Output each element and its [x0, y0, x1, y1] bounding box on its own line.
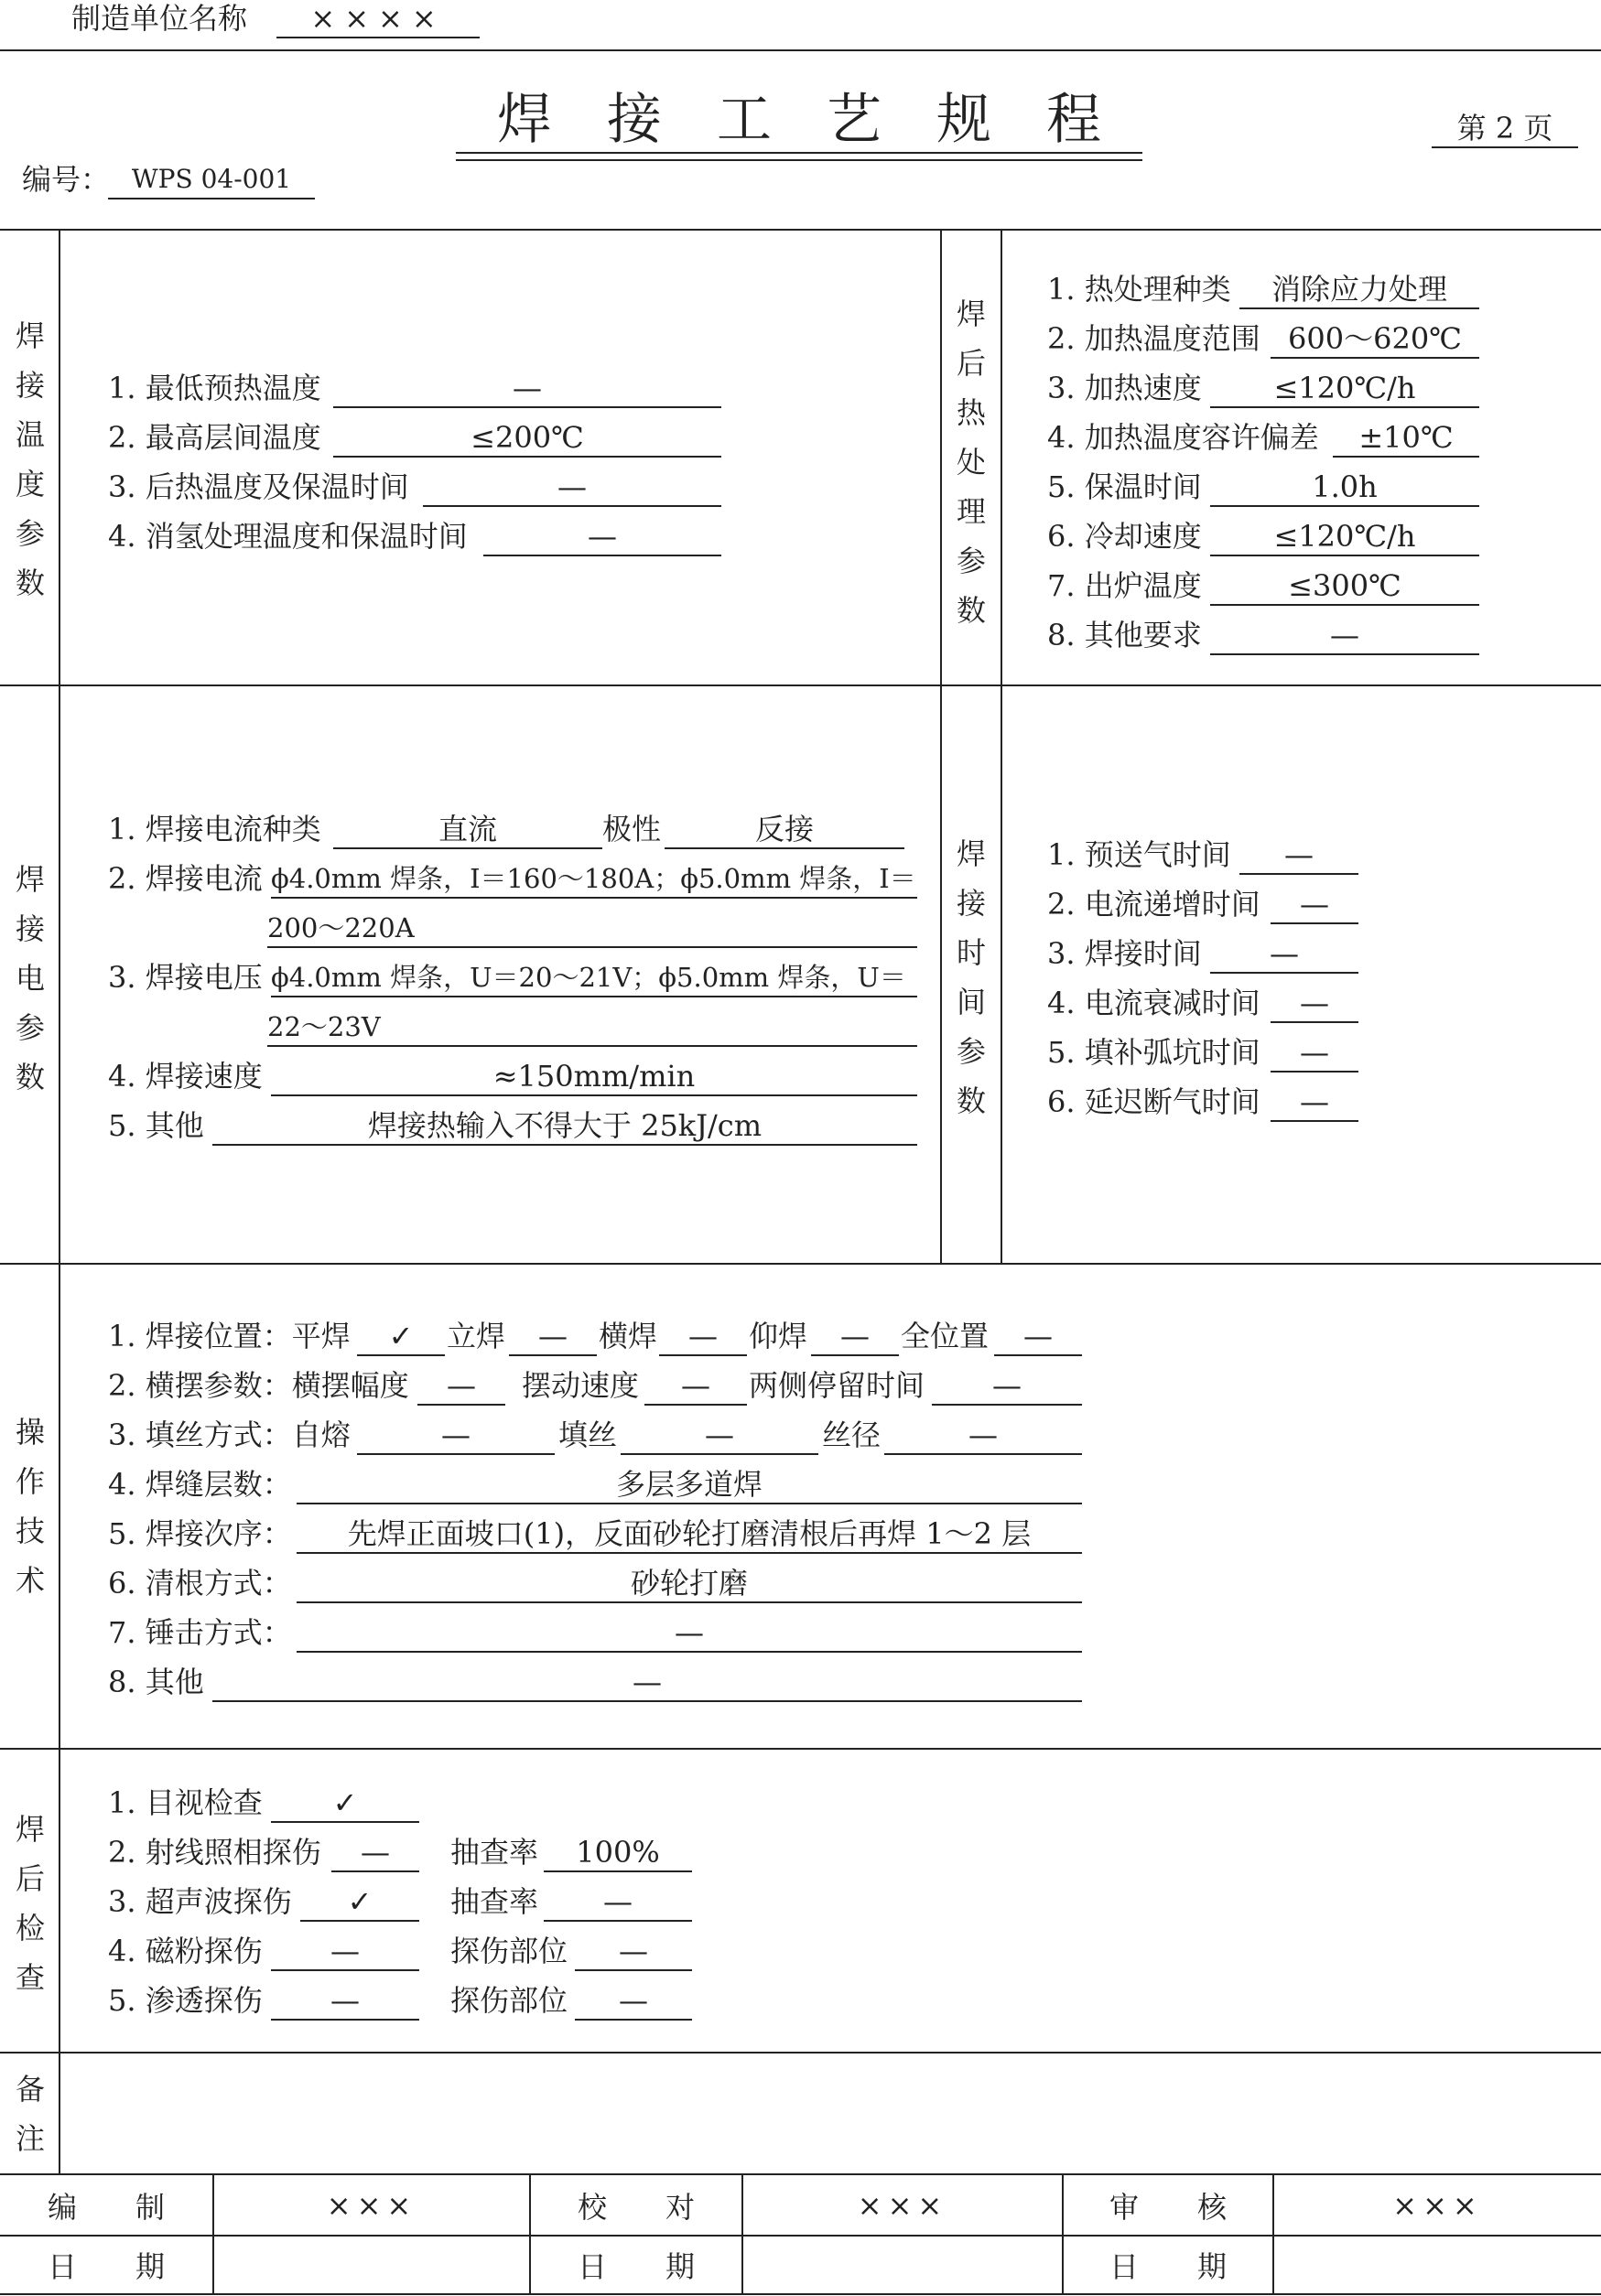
pwht-item-1-value: 消除应力处理 — [1239, 271, 1479, 309]
backgouge-label: 6. 清根方式： — [108, 1566, 292, 1601]
section-label-inspection: 焊 后 检 查 — [15, 1812, 45, 1995]
table-bottom-rule — [0, 2293, 1601, 2295]
section-label-pwht: 焊 后 热 处 理 参 数 — [956, 296, 986, 628]
approved-value: ××× — [1392, 2187, 1483, 2223]
pwht-item-1-label: 1. 热处理种类 — [1047, 272, 1231, 307]
prepared-date-value[interactable] — [214, 2237, 529, 2293]
pwht-item-4-value: ±10℃ — [1333, 419, 1479, 458]
timing-item-6-label: 6. 延迟断气时间 — [1047, 1084, 1260, 1119]
header-rule — [0, 49, 1601, 51]
current-type-label: 1. 焊接电流种类 — [108, 812, 321, 846]
timing-item-1-value: — — [1239, 836, 1358, 875]
pwht-item-5-label: 5. 保温时间 — [1047, 469, 1202, 504]
sequence-label: 5. 焊接次序： — [108, 1516, 292, 1551]
position-horizontal-value: — — [659, 1318, 747, 1356]
peening-value: — — [297, 1614, 1082, 1653]
checked-date-label: 日 期 — [577, 2249, 695, 2284]
weave-dwell-value: — — [932, 1367, 1082, 1406]
weave-dwell-label: 两侧停留时间 — [749, 1368, 925, 1403]
peening-label: 7. 锤击方式： — [108, 1615, 292, 1650]
mt-value: — — [271, 1933, 419, 1971]
mid-column-rule-a — [940, 229, 942, 1264]
table-top-rule — [0, 229, 1601, 231]
company-label: 制造单位名称 — [71, 1, 248, 36]
temp-item-3-label: 3. 后热温度及保温时间 — [108, 469, 409, 504]
mt-location-value: — — [575, 1933, 692, 1971]
voltage-line-2: 22～23V — [267, 1008, 917, 1047]
mid-column-rule-b — [1001, 229, 1002, 1264]
pt-location-label: 探伤部位 — [450, 1983, 568, 2018]
polarity-label: 极性 — [602, 812, 662, 846]
ut-rate-value: — — [544, 1883, 692, 1922]
prepared-label: 编 制 — [47, 2189, 165, 2225]
position-all-label: 全位置 — [901, 1319, 990, 1353]
pwht-item-5-value: 1.0h — [1210, 469, 1479, 507]
technique-other-label: 8. 其他 — [108, 1665, 204, 1699]
position-label: 1. 焊接位置：平焊 — [108, 1319, 351, 1353]
section-label-remarks: 备 注 — [15, 2072, 45, 2156]
filler-dia-value: — — [884, 1417, 1082, 1455]
position-flat-value: ✓ — [357, 1318, 445, 1356]
temp-item-2-label: 2. 最高层间温度 — [108, 420, 321, 455]
pt-value: — — [271, 1982, 419, 2021]
temp-item-1-value: — — [333, 370, 721, 408]
current-type-value: 直流 — [333, 811, 602, 849]
current-line-1: ϕ4.0mm 焊条，I＝160～180A；ϕ5.0mm 焊条，I＝ — [271, 860, 917, 899]
timing-item-5-label: 5. 填补弧坑时间 — [1047, 1035, 1260, 1070]
prepared-date-label: 日 期 — [47, 2249, 165, 2284]
timing-item-3-label: 3. 焊接时间 — [1047, 936, 1202, 971]
pwht-item-6-label: 6. 冷却速度 — [1047, 519, 1202, 554]
position-all-value: — — [994, 1318, 1082, 1356]
pt-location-value: — — [575, 1982, 692, 2021]
prepared-value: ××× — [326, 2187, 417, 2223]
pwht-item-2-label: 2. 加热温度范围 — [1047, 321, 1260, 356]
speed-label: 4. 焊接速度 — [108, 1059, 263, 1094]
ut-value: ✓ — [300, 1883, 419, 1922]
temp-item-2-value: ≤200℃ — [333, 419, 721, 458]
timing-item-4-label: 4. 电流衰减时间 — [1047, 986, 1260, 1020]
mt-location-label: 探伤部位 — [450, 1934, 568, 1968]
filler-auto-value: — — [357, 1417, 555, 1455]
weave-speed-label: 摆动速度 — [522, 1368, 640, 1403]
row-rule-3 — [0, 1748, 1601, 1750]
sequence-value: 先焊正面坡口(1)，反面砂轮打磨清根后再焊 1～2 层 — [297, 1515, 1082, 1554]
timing-item-6-value: — — [1271, 1083, 1358, 1122]
current-label: 2. 焊接电流 — [108, 861, 263, 896]
section-label-electrical: 焊 接 电 参 数 — [15, 862, 45, 1094]
row-rule-4 — [0, 2052, 1601, 2053]
checked-date-value[interactable] — [743, 2237, 1062, 2293]
number-label: 编号： — [22, 162, 111, 197]
approved-date-label: 日 期 — [1109, 2249, 1227, 2284]
ut-label: 3. 超声波探伤 — [108, 1884, 292, 1919]
position-overhead-value: — — [811, 1318, 899, 1356]
temp-item-3-value: — — [423, 469, 721, 507]
pwht-item-7-label: 7. 出炉温度 — [1047, 568, 1202, 603]
pwht-item-3-label: 3. 加热速度 — [1047, 371, 1202, 405]
section-label-temperature: 焊 接 温 度 参 数 — [15, 318, 45, 600]
voltage-line-1: ϕ4.0mm 焊条，U＝20～21V；ϕ5.0mm 焊条，U＝ — [271, 959, 917, 997]
position-overhead-label: 仰焊 — [749, 1319, 808, 1353]
approved-label: 审 核 — [1109, 2189, 1227, 2225]
weave-speed-value: — — [644, 1367, 747, 1406]
filler-label: 3. 填丝方式：自熔 — [108, 1417, 351, 1452]
timing-item-5-value: — — [1271, 1034, 1358, 1073]
filler-wire-label: 填丝 — [558, 1417, 618, 1452]
visual-value: ✓ — [271, 1784, 419, 1823]
rt-rate-value: 100% — [544, 1834, 692, 1872]
section-label-timing: 焊 接 时 间 参 数 — [956, 836, 986, 1118]
electrical-other-label: 5. 其他 — [108, 1108, 204, 1143]
position-vertical-value: — — [509, 1318, 597, 1356]
timing-item-3-value: — — [1210, 935, 1358, 974]
mt-label: 4. 磁粉探伤 — [108, 1934, 263, 1968]
pwht-item-6-value: ≤120℃/h — [1210, 518, 1479, 556]
timing-item-1-label: 1. 预送气时间 — [1047, 837, 1231, 872]
label-column-rule — [59, 229, 60, 2174]
rt-value: — — [331, 1834, 419, 1872]
visual-label: 1. 目视检查 — [108, 1785, 263, 1820]
page-number: 第 2 页 — [1432, 110, 1578, 148]
row-rule-2 — [0, 1263, 1601, 1265]
rt-rate-label: 抽查率 — [450, 1835, 539, 1870]
weave-width-value: — — [417, 1367, 505, 1406]
filler-wire-value: — — [621, 1417, 818, 1455]
pwht-item-7-value: ≤300℃ — [1210, 567, 1479, 606]
position-horizontal-label: 横焊 — [599, 1319, 658, 1353]
temp-item-4-label: 4. 消氢处理温度和保温时间 — [108, 519, 468, 554]
checked-label: 校 对 — [577, 2189, 695, 2225]
title-underline — [456, 159, 1142, 161]
timing-item-4-value: — — [1271, 985, 1358, 1023]
section-label-technique: 操 作 技 术 — [15, 1415, 45, 1598]
number-value: WPS 04-001 — [108, 161, 315, 199]
rt-label: 2. 射线照相探伤 — [108, 1835, 321, 1870]
company-value: ×××× — [276, 0, 480, 38]
voltage-label: 3. 焊接电压 — [108, 960, 263, 995]
pwht-item-8-value: — — [1210, 617, 1479, 655]
pwht-item-2-value: 600～620℃ — [1271, 320, 1479, 359]
current-line-2: 200～220A — [267, 910, 917, 948]
polarity-value: 反接 — [665, 811, 904, 849]
pwht-item-8-label: 8. 其他要求 — [1047, 618, 1202, 652]
layers-value: 多层多道焊 — [297, 1466, 1082, 1504]
temp-item-4-value: — — [483, 518, 721, 556]
temp-item-1-label: 1. 最低预热温度 — [108, 371, 321, 405]
pwht-item-4-label: 4. 加热温度容许偏差 — [1047, 420, 1319, 455]
position-vertical-label: 立焊 — [447, 1319, 506, 1353]
checked-value: ××× — [857, 2187, 948, 2223]
row-rule-1 — [0, 684, 1601, 686]
pt-label: 5. 渗透探伤 — [108, 1983, 263, 2018]
approved-date-value[interactable] — [1274, 2237, 1601, 2293]
backgouge-value: 砂轮打磨 — [297, 1565, 1082, 1603]
technique-other-value: — — [212, 1664, 1082, 1702]
page-title: 焊 接 工 艺 规 程 — [456, 88, 1142, 154]
filler-dia-label: 丝径 — [822, 1417, 882, 1452]
timing-item-2-label: 2. 电流递增时间 — [1047, 887, 1260, 922]
timing-item-2-value: — — [1271, 886, 1358, 924]
speed-value: ≈150mm/min — [271, 1058, 917, 1096]
layers-label: 4. 焊缝层数： — [108, 1467, 292, 1502]
electrical-other-value: 焊接热输入不得大于 25kJ/cm — [212, 1107, 917, 1146]
weave-label: 2. 横摆参数：横摆幅度 — [108, 1368, 409, 1403]
pwht-item-3-value: ≤120℃/h — [1210, 370, 1479, 408]
ut-rate-label: 抽查率 — [450, 1884, 539, 1919]
